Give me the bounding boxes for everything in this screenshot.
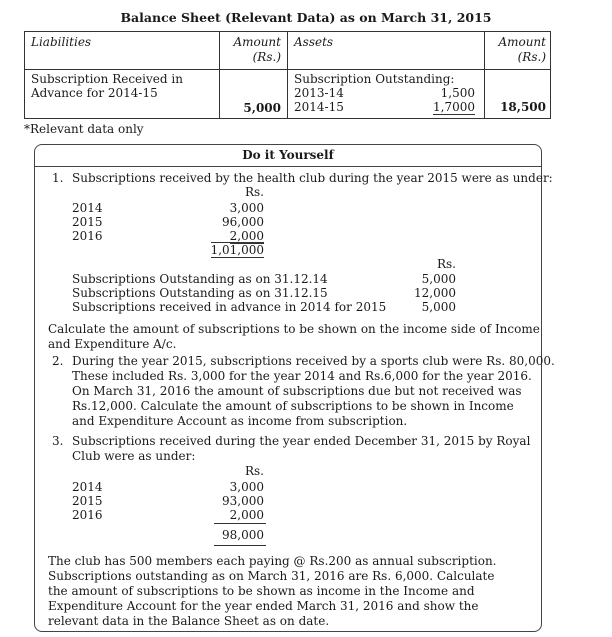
q1-question-line2: and Expenditure A/c.: [48, 337, 177, 351]
q3-amount: 2,000: [229, 508, 264, 522]
q3-year: 2016: [72, 508, 103, 522]
q3-sum-rule: [214, 523, 266, 524]
balance-sheet-table: [24, 31, 551, 119]
q3-amount: 3,000: [229, 480, 264, 494]
relevant-data-note: *Relevant data only: [24, 122, 144, 136]
q1-year: 2016: [72, 229, 103, 243]
q2-line: On March 31, 2016 the amount of subscriptions due but not received was: [72, 384, 522, 398]
q2-line: During the year 2015, subscriptions received by a sports club were Rs. 80,000.: [72, 354, 555, 368]
q1-line-label: Subscriptions Outstanding as on 31.12.14: [72, 272, 328, 286]
do-it-yourself-heading: Do it Yourself: [242, 148, 334, 162]
amount-header: Amount: [233, 35, 281, 49]
assets-header: Assets: [294, 35, 334, 49]
q1-line-label: Subscriptions Outstanding as on 31.12.15: [72, 286, 328, 300]
liability-label-line1: Subscription Received in: [31, 72, 183, 86]
q1-intro: Subscriptions received by the health club during the year 2015 were as under:: [72, 171, 553, 185]
q2-number: 2.: [52, 354, 64, 368]
q1-amount: 2,000: [229, 229, 264, 243]
q3-year: 2014: [72, 480, 103, 494]
asset-row1-value: 1,500: [440, 86, 475, 100]
q1-amount: 3,000: [229, 201, 264, 215]
q1-total: 1,01,000: [210, 243, 264, 257]
q3-paragraph-line: Expenditure Account for the year ended March 31, 2016 and show the: [48, 599, 479, 613]
q1-line-value: 12,000: [414, 286, 456, 300]
q3-year: 2015: [72, 494, 103, 508]
column-divider: [287, 32, 288, 118]
amount2-header: Amount: [498, 35, 546, 49]
header-divider: [25, 69, 550, 70]
asset-row2-value: 1,7000: [433, 100, 475, 114]
q2-line: These included Rs. 3,000 for the year 2014 and Rs.6,000 for the year 2016.: [72, 369, 532, 383]
q3-unit: Rs.: [244, 464, 264, 478]
q1-year: 2015: [72, 215, 103, 229]
q2-line: and Expenditure Account as income from subscription.: [72, 414, 408, 428]
q3-total: 98,000: [222, 528, 264, 542]
q3-line: Subscriptions received during the year ended December 31, 2015 by Royal: [72, 434, 531, 448]
balance-sheet-title: Balance Sheet (Relevant Data) as on March 31, 2015: [120, 10, 492, 25]
q1-unit2: Rs.: [436, 257, 456, 271]
q3-number: 3.: [52, 434, 64, 448]
asset-row1-label: 2013-14: [294, 86, 344, 100]
q3-paragraph-line: Subscriptions outstanding as on March 31, 2016 are Rs. 6,000. Calculate: [48, 569, 495, 583]
asset-total: 18,500: [500, 100, 546, 114]
q3-paragraph-line: relevant data in the Balance Sheet as on date.: [48, 614, 330, 628]
q1-question-line1: Calculate the amount of subscriptions to be shown on the income side of Income: [48, 322, 540, 336]
liability-label-line2: Advance for 2014-15: [31, 86, 158, 100]
q1-amount: 96,000: [222, 215, 264, 229]
heading-divider: [35, 166, 541, 167]
column-divider: [484, 32, 485, 118]
q1-line-label: Subscriptions received in advance in 2014 for 2015: [72, 300, 387, 314]
liabilities-header: Liabilities: [31, 35, 92, 49]
amount-unit: (Rs.): [252, 50, 281, 64]
liability-amount: 5,000: [243, 101, 281, 115]
q1-line-value: 5,000: [421, 272, 456, 286]
q2-line: Rs.12,000. Calculate the amount of subscriptions to be shown in Income: [72, 399, 514, 413]
asset-heading: Subscription Outstanding:: [294, 72, 455, 86]
q3-amount: 93,000: [222, 494, 264, 508]
q1-year: 2014: [72, 201, 103, 215]
q1-unit: Rs.: [244, 185, 264, 199]
q3-paragraph-line: the amount of subscriptions to be shown as income in the Income and: [48, 584, 475, 598]
q3-paragraph-line: The club has 500 members each paying @ Rs.200 as annual subscription.: [48, 554, 497, 568]
q3-total-rule: [214, 545, 266, 546]
column-divider: [219, 32, 220, 118]
q1-number: 1.: [52, 171, 64, 185]
q3-line: Club were as under:: [72, 449, 196, 463]
q1-line-value: 5,000: [421, 300, 456, 314]
asset-row2-label: 2014-15: [294, 100, 344, 114]
amount2-unit: (Rs.): [517, 50, 546, 64]
